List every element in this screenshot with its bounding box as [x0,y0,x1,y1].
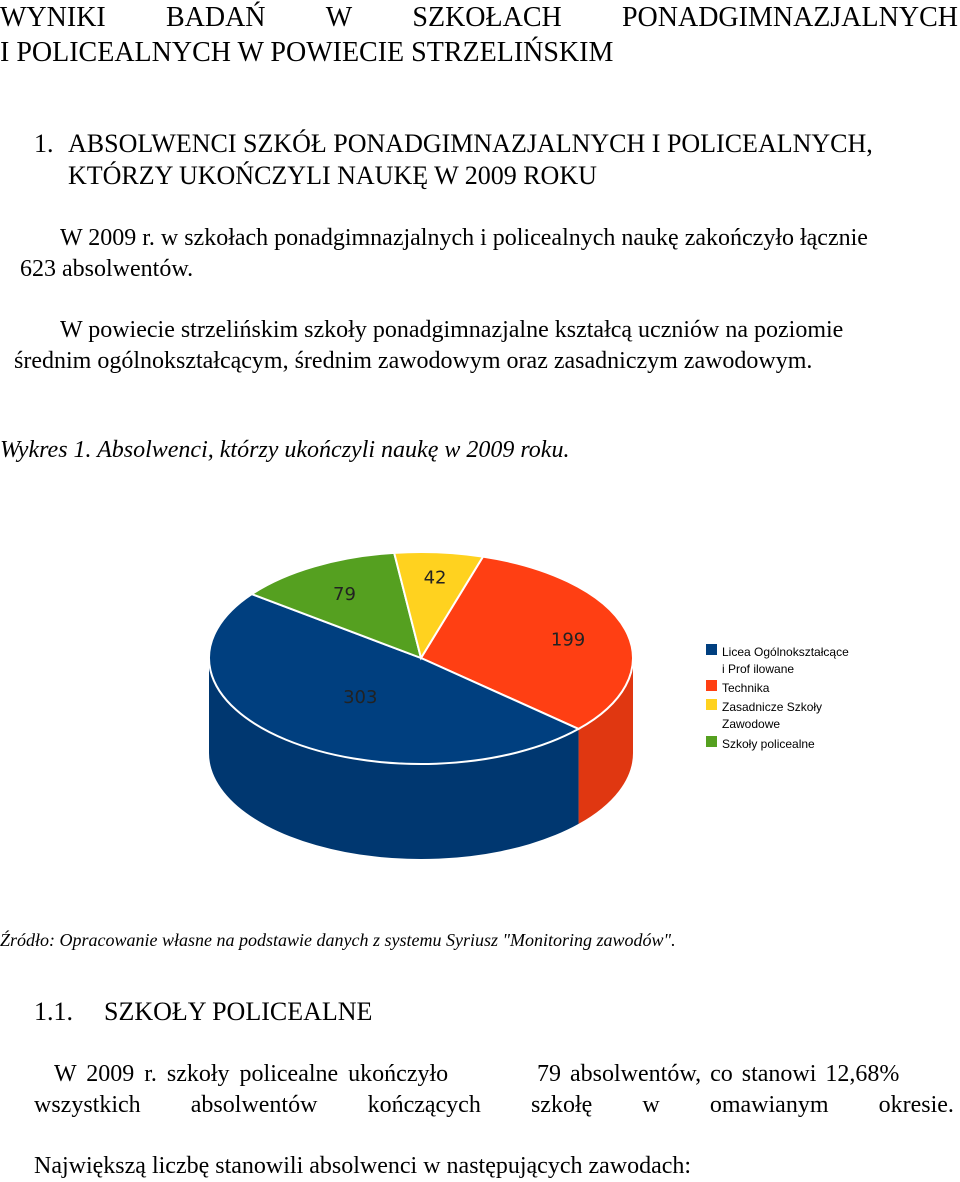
title-word: W [325,2,353,33]
word: omawianym [709,1092,829,1118]
word: kończących [367,1092,481,1118]
subsection-para-line3: Największą liczbę stanowili absolwenci w następujących zawodach: [34,1153,692,1179]
word: szkołę [530,1092,593,1118]
subsection-number: 1.1. [34,997,73,1026]
title-word: PONADGIMNAZJALNYCH [621,2,958,33]
data-label-0: 303 [343,686,378,708]
legend-swatch [706,680,717,691]
figure-caption: Wykres 1. Absolwenci, którzy ukończyli naukę w 2009 roku. [0,437,570,463]
paragraph-2-line2: średnim ogólnokształcącym, średnim zawodowym oraz zasadniczym zawodowym. [14,348,813,374]
subsection-para-line1-right: 79 absolwentów, co stanowi 12,68% [537,1061,900,1087]
word: okresie. [878,1092,954,1118]
data-label-1: 199 [550,629,586,651]
legend-swatch [706,736,717,747]
paragraph-2-line1: W powiecie strzelińskim szkoły ponadgimnazjalne kształcą uczniów na poziomie [60,317,844,343]
pie-chart [0,520,960,940]
section-heading-line2: KTÓRZY UKOŃCZYLI NAUKĘ W 2009 ROKU [68,161,597,190]
legend-label: i Prof ilowane [722,662,795,676]
title-word: WYNIKI [0,2,106,33]
pie-top [209,552,633,764]
subsection-para-line2 [34,1090,954,1121]
legend-label: Technika [722,681,770,695]
legend-label: Zasadnicze Szkoły [722,700,823,714]
word: wszystkich [34,1092,141,1118]
legend-label: Szkoły policealne [722,737,815,751]
title-word: SZKOŁACH [412,2,562,33]
legend-swatch [706,644,717,655]
legend-label: Licea Ogólnokształcące [722,645,849,659]
document-title-line1 [0,0,958,35]
subsection-heading: SZKOŁY POLICEALNE [104,997,373,1026]
paragraph-1-line1: W 2009 r. w szkołach ponadgimnazjalnych i policealnych naukę zakończyło łącznie [60,225,868,251]
legend-swatch [706,699,717,710]
title-word: BADAŃ [165,2,266,33]
section-heading-line1: ABSOLWENCI SZKÓŁ PONADGIMNAZJALNYCH I POLICEALNYCH, [68,129,873,158]
figure-source: Źródło: Opracowanie własne na podstawie danych z systemu Syriusz "Monitoring zawodów". [0,930,676,950]
data-label-3: 79 [333,583,356,605]
word: w [642,1092,660,1118]
paragraph-1-line2: 623 absolwentów. [20,256,194,282]
document-title-line2: I POLICEALNYCH W POWIECIE STRZELIŃSKIM [0,37,614,68]
legend-label: Zawodowe [722,717,781,731]
subsection-para-line1-left: W 2009 r. szkoły policealne ukończyło [54,1061,449,1087]
section-number: 1. [34,129,54,158]
word: absolwentów [190,1092,318,1118]
data-label-2: 42 [423,567,447,589]
